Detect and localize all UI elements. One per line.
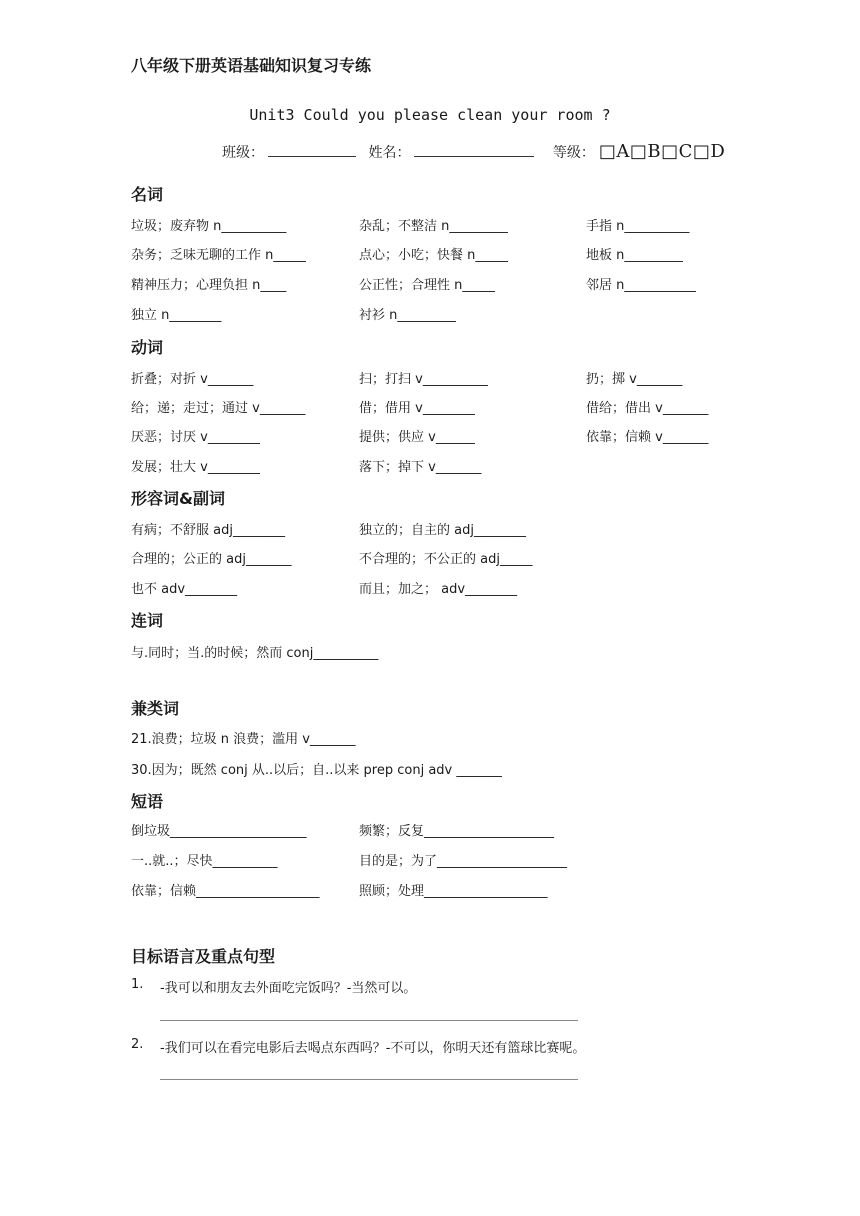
verb-item: 发展；壮大 v________: [131, 460, 260, 475]
noun-item: 手指 n__________: [586, 219, 690, 234]
phrase-item: 一..就..；尽快__________: [131, 854, 278, 869]
noun-item: 垃圾；废弃物 n__________: [131, 219, 287, 234]
answer-line[interactable]: [160, 1020, 578, 1021]
noun-item: 公正性；合理性 n_____: [359, 278, 495, 293]
verb-item: 扫；打扫 v__________: [359, 372, 488, 387]
noun-item: 独立 n________: [131, 308, 222, 323]
phrase-item: 频繁；反复____________________: [359, 824, 555, 839]
verb-item: 提供；供应 v______: [359, 430, 475, 445]
verb-item: 借；借用 v________: [359, 401, 475, 416]
noun-item: 衬衫 n_________: [359, 308, 456, 323]
sentence-prompt: -我可以和朋友去外面吃完饭吗？-当然可以。: [160, 981, 417, 996]
noun-item: 地板 n_________: [586, 248, 683, 263]
verb-item: 扔；掷 v_______: [586, 372, 683, 387]
multi-item: 30.因为；既然 conj 从..以后；自..以来 prep conj adv _______: [131, 763, 502, 778]
section-heading-target: 目标语言及重点句型: [131, 947, 276, 966]
conj-item: 与.同时；当.的时候；然而 conj__________: [131, 646, 379, 661]
adj-adv-item: 独立的；自主的 adj________: [359, 523, 526, 538]
name-label: 姓名：: [368, 145, 411, 161]
grade-options[interactable]: □A□B□C□D: [598, 141, 726, 162]
phrase-item: 依靠；信赖___________________: [131, 884, 320, 899]
sentence-prompt: -我们可以在看完电影后去喝点东西吗？-不可以，你明天还有篮球比赛呢。: [160, 1041, 586, 1056]
verb-item: 折叠；对折 v_______: [131, 372, 254, 387]
adj-adv-item: 而且；加之； adv________: [359, 582, 518, 597]
noun-item: 点心；小吃；快餐 n_____: [359, 248, 508, 263]
phrase-item: 倒垃圾_____________________: [131, 824, 307, 839]
verb-item: 给；递；走过；通过 v_______: [131, 401, 306, 416]
sentence-number: 2.: [131, 1037, 144, 1052]
sentence-number: 1.: [131, 977, 144, 992]
noun-item: 杂乱；不整洁 n_________: [359, 219, 508, 234]
multi-item: 21.浪费；垃圾 n 浪费；滥用 v_______: [131, 732, 356, 747]
phrase-item: 目的是；为了____________________: [359, 854, 568, 869]
adj-adv-item: 合理的；公正的 adj_______: [131, 552, 292, 567]
class-label: 班级：: [222, 145, 264, 161]
unit-title: Unit3 Could you please clean your room ?: [249, 106, 611, 124]
noun-item: 杂务；乏味无聊的工作 n_____: [131, 248, 306, 263]
adj-adv-item: 也不 adv________: [131, 582, 238, 597]
verb-item: 依靠；信赖 v_______: [586, 430, 709, 445]
grade-label: 等级：: [552, 145, 595, 161]
section-heading-nouns: 名词: [131, 185, 164, 204]
section-heading-verbs: 动词: [131, 338, 164, 357]
section-heading-multi: 兼类词: [131, 699, 180, 718]
verb-item: 厌恶；讨厌 v________: [131, 430, 260, 445]
phrase-item: 照顾；处理___________________: [359, 884, 548, 899]
section-heading-phrases: 短语: [131, 792, 164, 811]
noun-item: 邻居 n___________: [586, 278, 696, 293]
noun-item: 精神压力；心理负担 n____: [131, 278, 287, 293]
section-heading-conj: 连词: [131, 611, 164, 630]
section-heading-adj-adv: 形容词&副词: [131, 489, 225, 508]
adj-adv-item: 有病；不舒服 adj________: [131, 523, 285, 538]
name-field[interactable]: [414, 144, 534, 157]
answer-line[interactable]: [160, 1079, 578, 1080]
document-title: 八年级下册英语基础知识复习专练: [131, 56, 372, 75]
adj-adv-item: 不合理的；不公正的 adj_____: [359, 552, 533, 567]
class-field[interactable]: [268, 144, 356, 157]
verb-item: 借给；借出 v_______: [586, 401, 709, 416]
student-info-line: [222, 141, 725, 162]
verb-item: 落下；掉下 v_______: [359, 460, 482, 475]
